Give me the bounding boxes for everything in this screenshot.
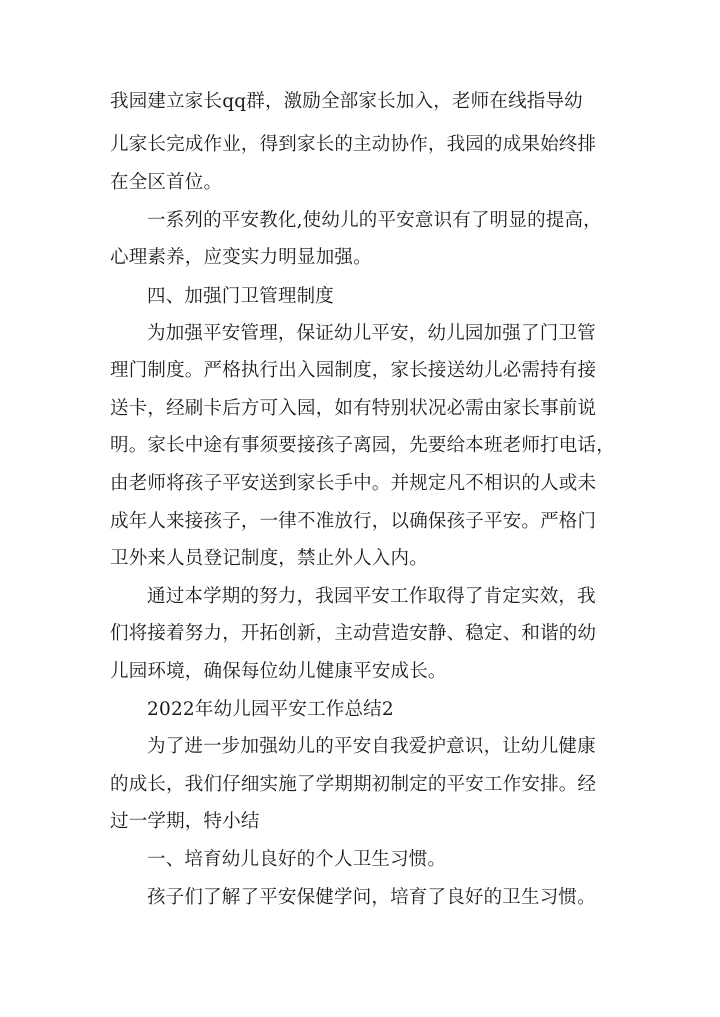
text-line: 由老师将孩子平安送到家长手中。并规定凡不相识的人或未 <box>110 473 597 494</box>
text-line: 孩子们了解了平安保健学问，培育了良好的卫生习惯。 <box>147 887 596 908</box>
text-line: 为了进一步加强幼儿的平安自我爱护意识，让幼儿健康 <box>147 736 596 757</box>
text-line: 我园建立家长qq群，激励全部家长加入，老师在线指导幼 <box>110 91 583 112</box>
text-line: 们将接着努力，开拓创新，主动营造安静、稳定、和谐的幼 <box>110 623 597 644</box>
text-line: 儿园环境，确保每位幼儿健康平安成长。 <box>110 661 447 682</box>
text-line: 为加强平安管理，保证幼儿平安，幼儿园加强了门卫管 <box>147 323 596 344</box>
text-line: 卫外来人员登记制度，禁止外人入内。 <box>110 548 428 569</box>
text-line: 通过本学期的努力，我园平安工作取得了肯定实效，我 <box>147 586 596 607</box>
text-line: 明。家长中途有事须要接孩子离园，先要给本班老师打电话， <box>110 435 615 456</box>
text-line: 心理素养，应变实力明显加强。 <box>110 247 372 268</box>
section-heading: 一、培育幼儿良好的个人卫生习惯。 <box>147 849 447 870</box>
section-heading: 四、加强门卫管理制度 <box>147 286 335 307</box>
text-line: 理门制度。严格执行出入园制度，家长接送幼儿必需持有接 <box>110 360 597 381</box>
text-line: 的成长，我们仔细实施了学期期初制定的平安工作安排。经 <box>110 774 597 795</box>
text-line: 送卡，经刷卡后方可入园，如有特别状况必需由家长事前说 <box>110 398 597 419</box>
text-line: 成年人来接孩子，一律不准放行，以确保孩子平安。严格门 <box>110 511 597 532</box>
text-line: 在全区首位。 <box>110 172 223 193</box>
text-line: 一系列的平安教化,使幼儿的平安意识有了明显的提高， <box>147 210 602 231</box>
document-title: 2022年幼儿园平安工作总结2 <box>147 699 394 720</box>
text-line: 过一学期，特小结 <box>110 811 260 832</box>
text-line: 儿家长完成作业，得到家长的主动协作，我园的成果始终排 <box>110 134 597 155</box>
